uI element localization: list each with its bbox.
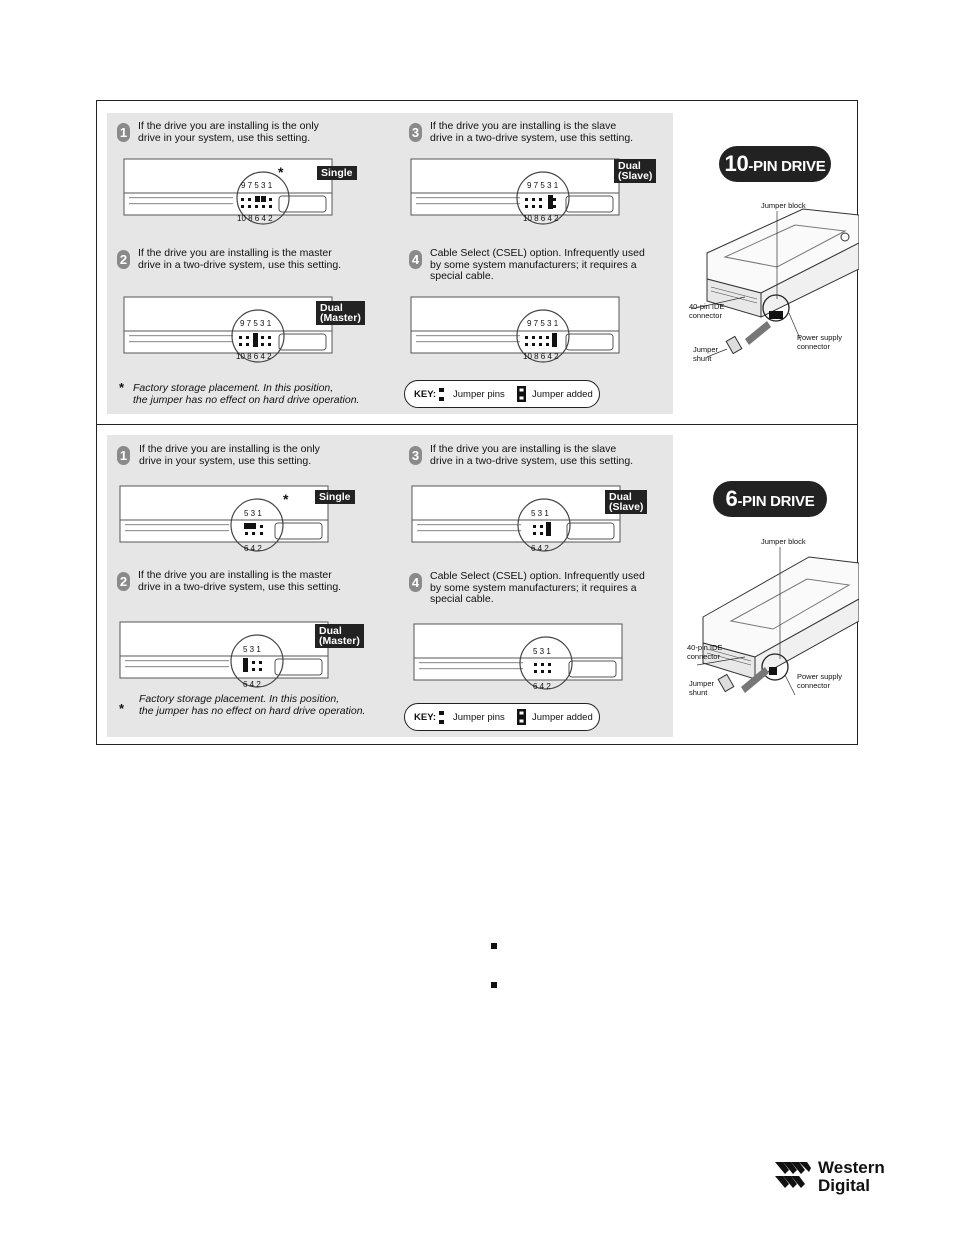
step-3-text: If the drive you are installing is the slave drive in a two-drive system, use this setting. (430, 443, 634, 467)
key-added-label: Jumper added (532, 712, 593, 723)
step-number-4: 4 (409, 250, 422, 269)
pins-top-label: 5 3 1 (244, 509, 262, 518)
step-number-4: 4 (409, 573, 422, 592)
ten-pin-note-star: * (119, 380, 125, 395)
six-pin-drive-csel (413, 623, 625, 695)
jumper-block-label: Jumper block (761, 201, 806, 210)
pins-top-label: 9 7 5 3 1 (240, 319, 272, 328)
six-pin-key (404, 703, 600, 731)
six-pin-drive-single (119, 485, 331, 557)
step-1-text: If the drive you are installing is the only drive in your system, use this setting. (139, 443, 320, 467)
power-connector-label: Power supply connector (797, 333, 843, 351)
ten-pin-step-4 (409, 248, 669, 288)
ten-pin-badge: 10-PIN DRIVE (719, 146, 831, 182)
six-pin-footnote: Factory storage placement. In this position, the jumper has no effect on hard drive operation. (139, 693, 366, 717)
step-4-text: Cable Select (CSEL) option. Infrequently used by some system manufacturers; it requires a special cable. (430, 247, 645, 282)
key-pins-label: Jumper pins (453, 389, 505, 400)
six-pin-step-3 (409, 444, 669, 474)
ten-pin-star: * (278, 164, 284, 180)
pins-top-label: 9 7 5 3 1 (527, 181, 559, 190)
brand-line-1: Western (818, 1158, 885, 1177)
jumper-pins-icon (439, 711, 445, 725)
ide-connector-label: 40-pin IDE connector (687, 643, 723, 661)
ten-pin-drive-master (123, 296, 335, 364)
jumper-pins-icon (439, 388, 445, 402)
step-4-text: Cable Select (CSEL) option. Infrequently used by some system manufacturers; it requires a special cable. (430, 570, 645, 605)
jumper-block-label: Jumper block (761, 537, 806, 546)
jumper-shunt-label: Jumper shunt (693, 345, 719, 363)
step-2-text: If the drive you are installing is the master drive in a two-drive system, use this setting. (138, 247, 342, 271)
pins-top-label: 5 3 1 (243, 645, 261, 654)
key-pins-label: Jumper pins (453, 712, 505, 723)
ten-pin-drive-slave (410, 158, 622, 226)
step-number-2: 2 (117, 250, 130, 269)
power-connector-label: Power supply connector (797, 672, 843, 690)
six-pin-badge: 6-PIN DRIVE (713, 481, 827, 517)
six-pin-step-1 (117, 444, 377, 474)
ten-pin-step-2 (117, 248, 377, 278)
step-number-1: 1 (117, 123, 130, 142)
six-pin-step-2 (117, 570, 377, 600)
step-number-1: 1 (117, 446, 130, 465)
key-added-label: Jumper added (532, 389, 593, 400)
pins-top-label: 5 3 1 (531, 509, 549, 518)
pins-bottom-label: 10 8 6 4 2 (236, 352, 272, 361)
pins-bottom-label: 6 4 2 (244, 544, 262, 553)
six-pin-drive-master (119, 621, 331, 693)
pins-top-label: 9 7 5 3 1 (241, 181, 273, 190)
ten-pin-drive-csel (410, 296, 622, 364)
step-number-2: 2 (117, 572, 130, 591)
ide-connector-label: 40-pin IDE connector (689, 302, 725, 320)
ten-pin-key (404, 380, 600, 408)
pins-bottom-label: 10 8 6 4 2 (237, 214, 273, 223)
pins-bottom-label: 6 4 2 (243, 680, 261, 689)
six-pin-step-4 (409, 571, 669, 611)
pins-top-label: 5 3 1 (533, 647, 551, 656)
jumper-added-icon (517, 709, 527, 726)
six-pin-note-star: * (119, 701, 125, 716)
step-number-3: 3 (409, 123, 422, 142)
list-bullet (491, 943, 497, 949)
ten-pin-slave-tag: Dual (Slave) (614, 159, 656, 183)
six-pin-slave-tag: Dual (Slave) (605, 490, 647, 514)
pins-bottom-label: 10 8 6 4 2 (523, 214, 559, 223)
step-1-text: If the drive you are installing is the only drive in your system, use this setting. (138, 120, 319, 144)
section-divider (97, 424, 857, 425)
brand-line-2: Digital (818, 1176, 870, 1195)
pins-bottom-label: 6 4 2 (531, 544, 549, 553)
ten-pin-single-tag: Single (317, 166, 357, 180)
ten-pin-footnote: Factory storage placement. In this position, the jumper has no effect on hard drive operation. (133, 382, 360, 406)
step-2-text: If the drive you are installing is the master drive in a two-drive system, use this setting. (138, 569, 342, 593)
western-digital-logo-icon (775, 1158, 811, 1192)
pins-bottom-label: 10 8 6 4 2 (523, 352, 559, 361)
ten-pin-master-tag: Dual (Master) (316, 301, 365, 325)
jumper-added-icon (517, 386, 527, 403)
six-pin-star: * (283, 491, 289, 507)
list-bullet (491, 982, 497, 988)
key-title: KEY: (414, 712, 436, 723)
pins-bottom-label: 6 4 2 (533, 682, 551, 691)
jumper-settings-figure (96, 100, 858, 745)
ten-pin-drive-single (123, 158, 335, 226)
step-3-text: If the drive you are installing is the slave drive in a two-drive system, use this setting. (430, 120, 634, 144)
jumper-shunt-label: Jumper shunt (689, 679, 715, 697)
six-pin-drive-slave (411, 485, 623, 557)
six-pin-single-tag: Single (315, 490, 355, 504)
ten-pin-step-3 (409, 121, 669, 151)
six-pin-master-tag: Dual (Master) (315, 624, 364, 648)
pins-top-label: 9 7 5 3 1 (527, 319, 559, 328)
ten-pin-step-1 (117, 121, 377, 151)
step-number-3: 3 (409, 446, 422, 465)
key-title: KEY: (414, 389, 436, 400)
